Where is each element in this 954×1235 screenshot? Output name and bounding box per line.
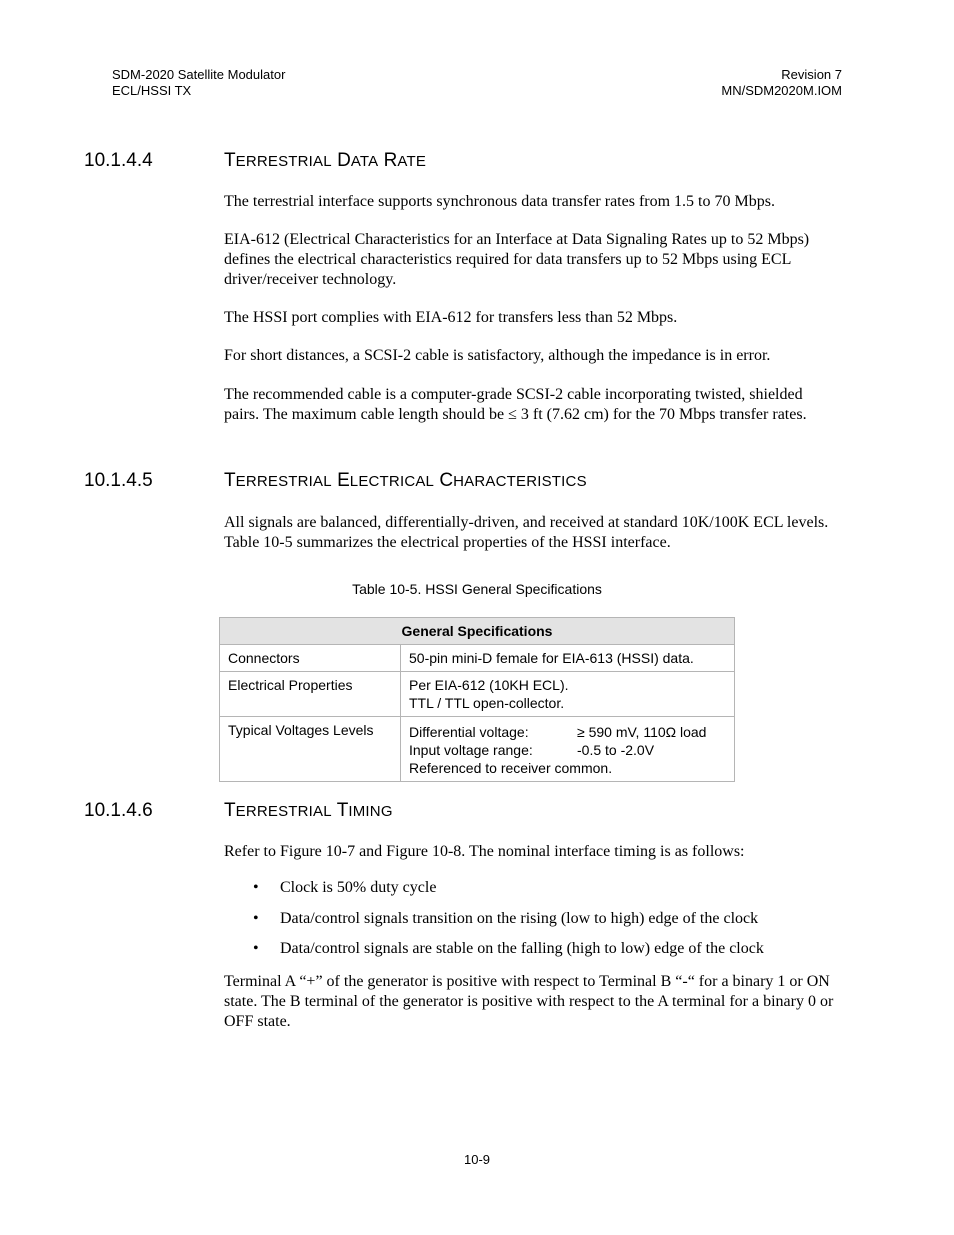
title-cap: R: [383, 150, 398, 171]
bullet-list: [224, 878, 764, 970]
title-cap: T: [336, 800, 349, 821]
value-pair: [409, 741, 726, 759]
table-row: [220, 717, 735, 782]
body-paragraph: All signals are balanced, differentially-driven, and received at standard 10K/100K ECL levels. Table 10-5 summarizes the electrical properties of the HSSI interface.: [224, 514, 829, 551]
section-number: 10.1.4.6: [84, 800, 153, 821]
row-label: Connectors: [220, 645, 401, 672]
body-paragraph: Refer to Figure 10-7 and Figure 10-8. The nominal interface timing is as follows:: [224, 843, 745, 860]
table-row: [220, 645, 735, 672]
title-cap: E: [337, 470, 350, 491]
revision-label: Revision 7: [781, 67, 842, 82]
row-label: Electrical Properties: [220, 672, 401, 717]
value-val: -0.5 to -2.0V: [577, 742, 655, 758]
title-rest: HARACTERISTICS: [453, 473, 587, 490]
specifications-table: [219, 617, 735, 782]
title-cap: C: [439, 470, 454, 491]
table-row: [220, 672, 735, 717]
title-rest: ATE: [397, 153, 427, 170]
value-line: 50-pin mini-D female for EIA-613 (HSSI) data.: [409, 650, 694, 666]
title-rest: IMING: [348, 803, 393, 820]
page-number: 10-9: [463, 1152, 491, 1167]
list-item: [224, 878, 764, 898]
document-title: SDM-2020 Satellite Modulator: [112, 67, 286, 82]
body-paragraph: EIA-612 (Electrical Characteristics for an Interface at Data Signaling Rates up to 52 Mbps) defines the electrical characteristics required for data transfers up to 52 Mbps using ECL driver/receiver technology.: [224, 231, 810, 288]
title-rest: ATA: [350, 153, 379, 170]
title-cap: T: [224, 150, 236, 171]
body-paragraph: The HSSI port complies with EIA-612 for transfers less than 52 Mbps.: [224, 309, 678, 326]
row-value: [401, 717, 735, 782]
table-header: General Specifications: [220, 618, 735, 645]
title-cap: T: [224, 800, 236, 821]
document-subtitle: ECL/HSSI TX: [112, 83, 192, 98]
body-paragraph: Terminal A “+” of the generator is positive with respect to Terminal B “-“ for a binary 1 or ON state. The B terminal of the generator is positive with respect to the A terminal for a binary 0 or OFF state.: [224, 973, 834, 1030]
page-header-right: [721, 67, 842, 99]
value-pair: [409, 723, 726, 741]
title-rest: ERRESTRIAL: [235, 153, 332, 170]
title-rest: LECTRICAL: [349, 473, 435, 490]
title-rest: ERRESTRIAL: [235, 473, 332, 490]
list-item: [224, 939, 764, 959]
title-rest: ERRESTRIAL: [235, 803, 332, 820]
value-key: Input voltage range:: [409, 742, 533, 758]
bullet-icon: •: [253, 879, 259, 896]
row-value: [401, 672, 735, 717]
row-value: [401, 645, 735, 672]
bullet-icon: •: [253, 940, 259, 957]
value-line: TTL / TTL open-collector.: [409, 695, 565, 711]
list-item-text: Data/control signals are stable on the falling (high to low) edge of the clock: [280, 940, 764, 957]
bullet-icon: •: [253, 909, 259, 927]
table-caption: Table 10-5. HSSI General Specifications: [352, 581, 602, 597]
value-note: Referenced to receiver common.: [409, 760, 613, 776]
section-title: [224, 800, 393, 823]
section-title: [224, 150, 426, 173]
row-label: Typical Voltages Levels: [220, 717, 401, 782]
section-number: 10.1.4.5: [84, 470, 153, 491]
value-line: Per EIA-612 (10KH ECL).: [409, 677, 569, 693]
title-cap: T: [224, 470, 236, 491]
table-header-row: [220, 618, 735, 645]
page-header-left: [112, 67, 285, 99]
section-number: 10.1.4.4: [84, 150, 153, 171]
document-code: MN/SDM2020M.IOM: [721, 83, 842, 98]
value-val: ≥ 590 mV, 110Ω load: [577, 724, 707, 740]
list-item: [224, 909, 764, 929]
section-title: [224, 470, 587, 493]
body-paragraph: The terrestrial interface supports synchronous data transfer rates from 1.5 to 70 Mbps.: [224, 193, 775, 210]
list-item-text: Data/control signals transition on the rising (low to high) edge of the clock: [280, 909, 759, 927]
body-paragraph: For short distances, a SCSI-2 cable is satisfactory, although the impedance is in error.: [224, 347, 771, 364]
title-cap: D: [337, 150, 351, 171]
body-paragraph: The recommended cable is a computer-grade SCSI-2 cable incorporating twisted, shielded pairs. The maximum cable length should be ≤ 3 ft (7.62 cm) for the 70 Mbps transfer rates.: [224, 386, 807, 423]
value-key: Differential voltage:: [409, 724, 529, 740]
list-item-text: Clock is 50% duty cycle: [280, 879, 437, 896]
